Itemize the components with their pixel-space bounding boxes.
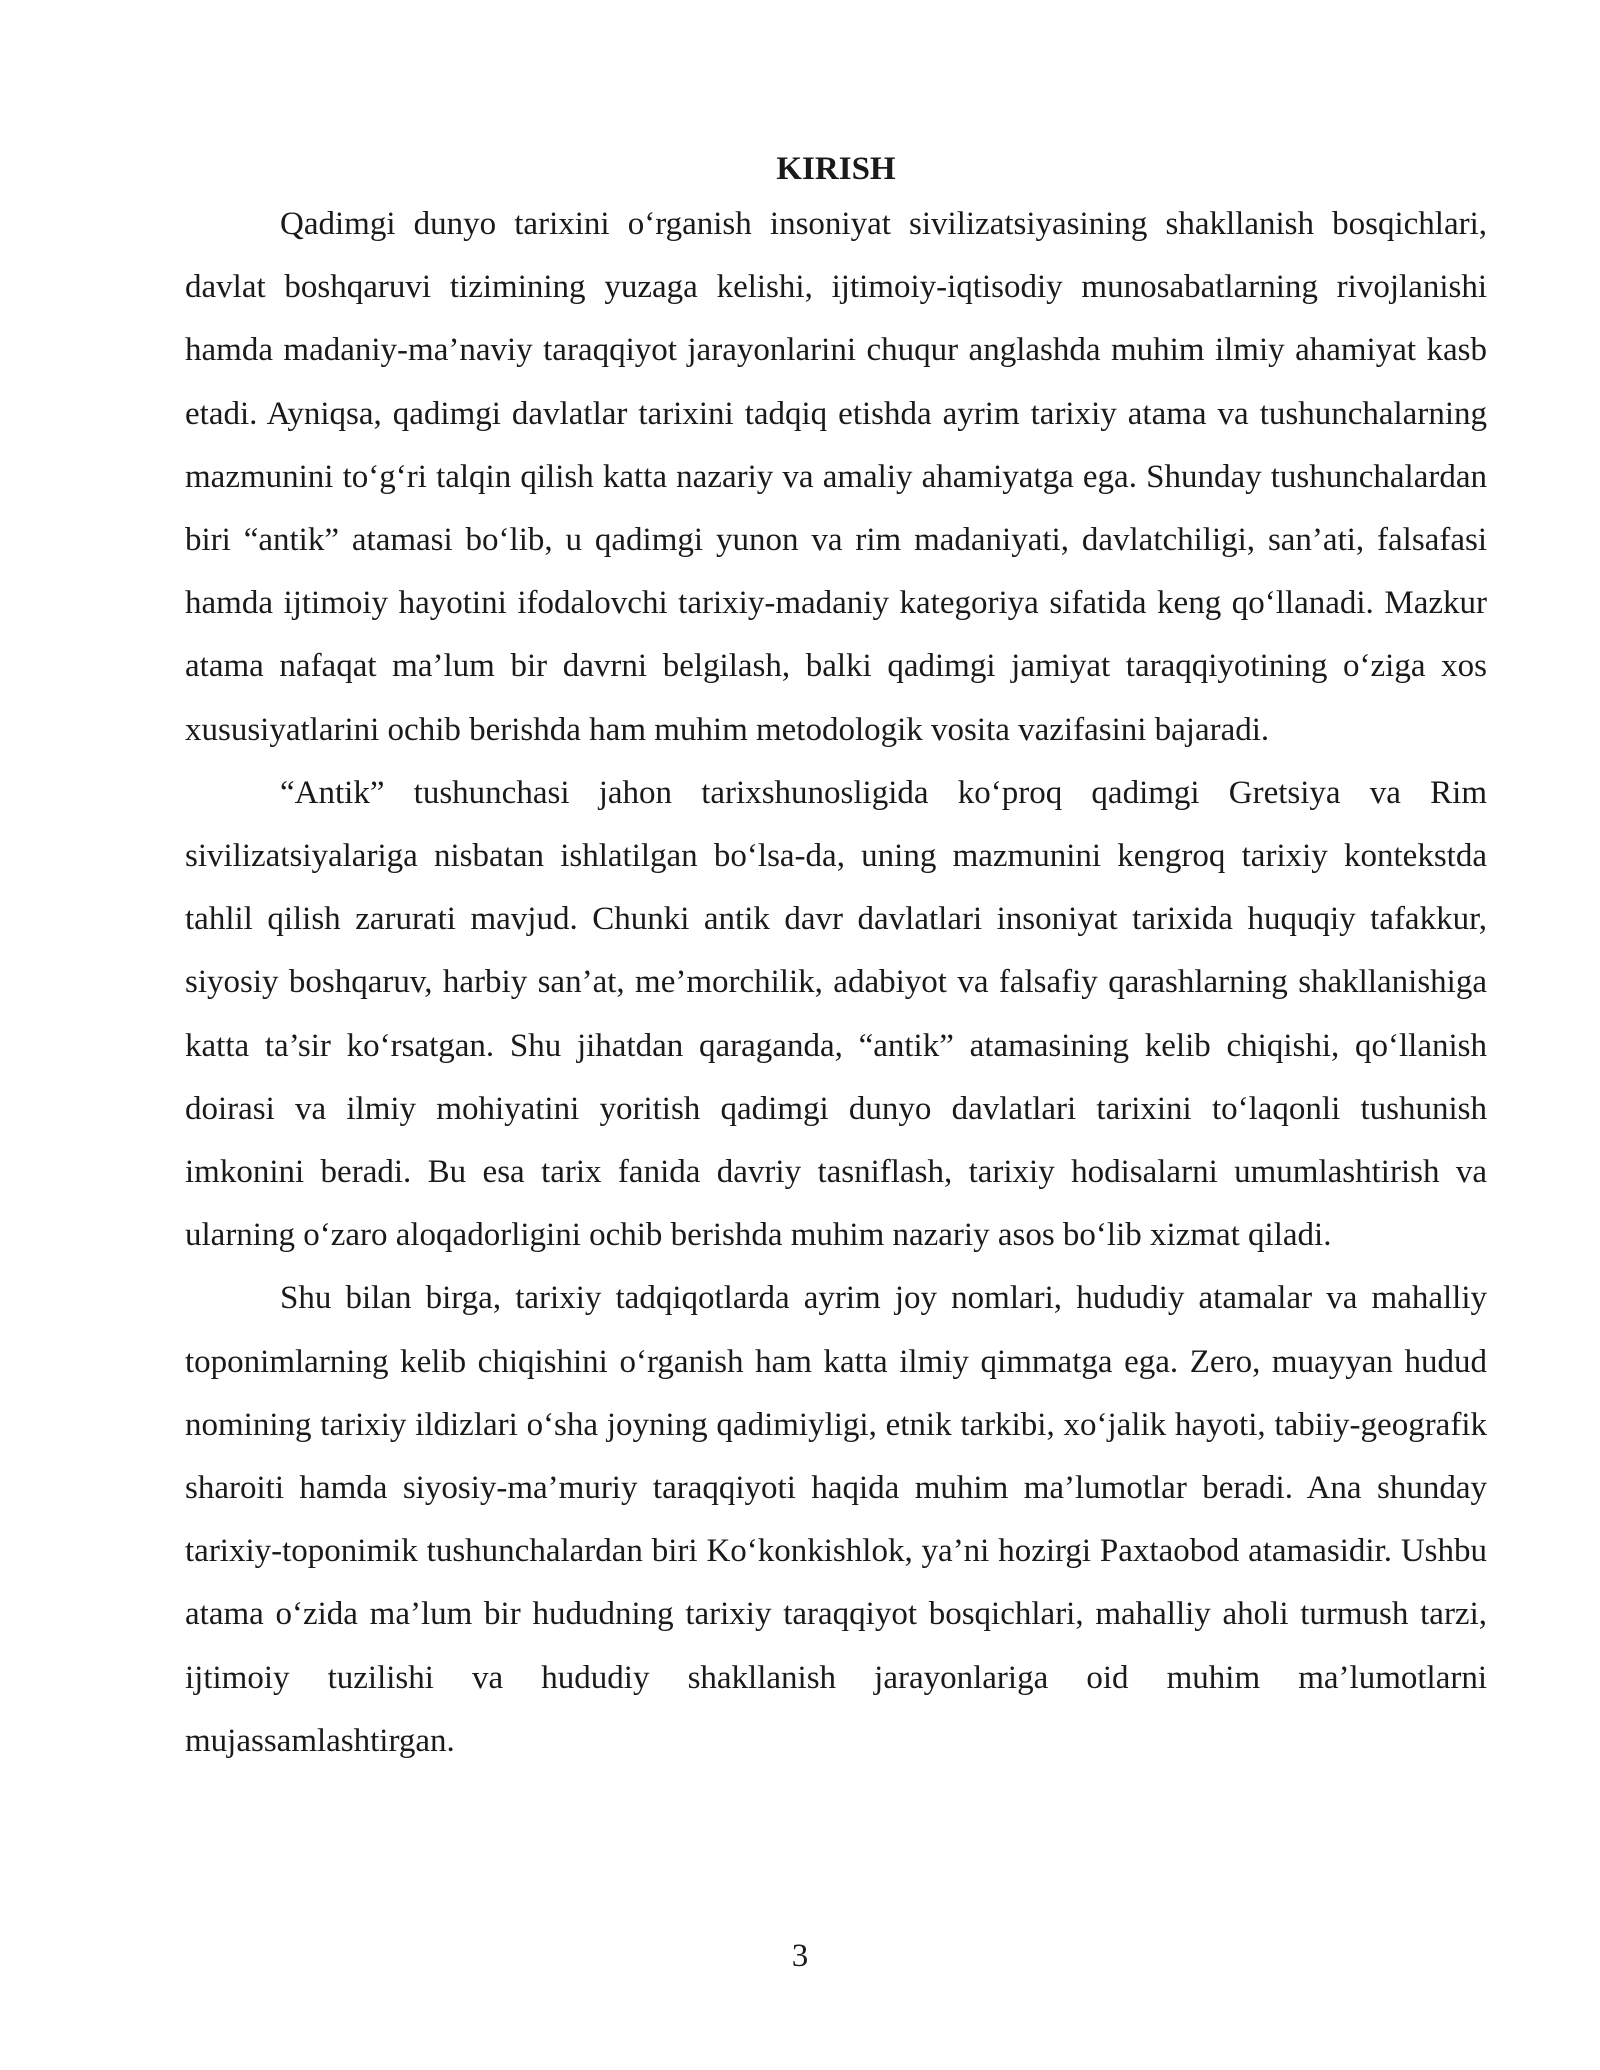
- page-content: [185, 146, 1487, 1773]
- page-number: 3: [791, 1938, 809, 1974]
- paragraph-1: Qadimgi dunyo tarixini o‘rganish insoniyat sivilizatsiyasining shakllanish bosqichlari, davlat boshqaruvi tizimining yuzaga kelishi, ijtimoiy-iqtisodiy munosabatlarning rivojlanishi hamda madaniy-ma’naviy taraqqiyot jarayonlarini chuqur anglashda muhim ilmiy ahamiyat kasb etadi. Ayniqsa, qadimgi davlatlar tarixini tadqiq etishda ayrim tarixiy atama va tushunchalarning mazmunini to‘g‘ri talqin qilish katta nazariy va amaliy ahamiyatga ega. Shunday tushunchalardan biri “antik” atamasi bo‘lib, u qadimgi yunon va rim madaniyati, davlatchiligi, san’ati, falsafasi hamda ijtimoiy hayotini ifodalovchi tarixiy-madaniy kategoriya sifatida keng qo‘llanadi. Mazkur atama nafaqat ma’lum bir davrni belgilash, balki qadimgi jamiyat taraqqiyotining o‘ziga xos xususiyatlarini ochib berishda ham muhim metodologik vosita vazifasini bajaradi.: [185, 206, 1487, 748]
- paragraph-3: Shu bilan birga, tarixiy tadqiqotlarda ayrim joy nomlari, hududiy atamalar va mahalliy toponimlarning kelib chiqishini o‘rganish ham katta ilmiy qimmatga ega. Zero, muayyan hudud nomining tarixiy ildizlari o‘sha joyning qadimiyligi, etnik tarkibi, xo‘jalik hayoti, tabiiy-geografik sharoiti hamda siyosiy-ma’muriy taraqqiyoti haqida muhim ma’lumotlar beradi. Ana shunday tarixiy-toponimik tushunchalardan biri Ko‘konkishlok, ya’ni hozirgi Paxtaobod atamasidir. Ushbu atama o‘zida ma’lum bir hududning tarixiy taraqqiyot bosqichlari, mahalliy aholi turmush tarzi, ijtimoiy tuzilishi va hududiy shakllanish jarayonlariga oid muhim ma’lumotlarni mujassamlashtirgan.: [185, 1280, 1487, 1759]
- paragraph-2: “Antik” tushunchasi jahon tarixshunosligida ko‘proq qadimgi Gretsiya va Rim sivilizatsiyalariga nisbatan ishlatilgan bo‘lsa-da, uning mazmunini kengroq tarixiy kontekstda tahlil qilish zarurati mavjud. Chunki antik davr davlatlari insoniyat tarixida huquqiy tafakkur, siyosiy boshqaruv, harbiy san’at, me’morchilik, adabiyot va falsafiy qarashlarning shakllanishiga katta ta’sir ko‘rsatgan. Shu jihatdan qaraganda, “antik” atamasining kelib chiqishi, qo‘llanish doirasi va ilmiy mohiyatini yoritish qadimgi dunyo davlatlari tarixini to‘laqonli tushunish imkonini beradi. Bu esa tarix fanida davriy tasniflash, tarixiy hodisalarni umumlashtirish va ularning o‘zaro aloqadorligini ochib berishda muhim nazariy asos bo‘lib xizmat qiladi.: [185, 774, 1487, 1254]
- section-title: KIRISH: [776, 151, 896, 187]
